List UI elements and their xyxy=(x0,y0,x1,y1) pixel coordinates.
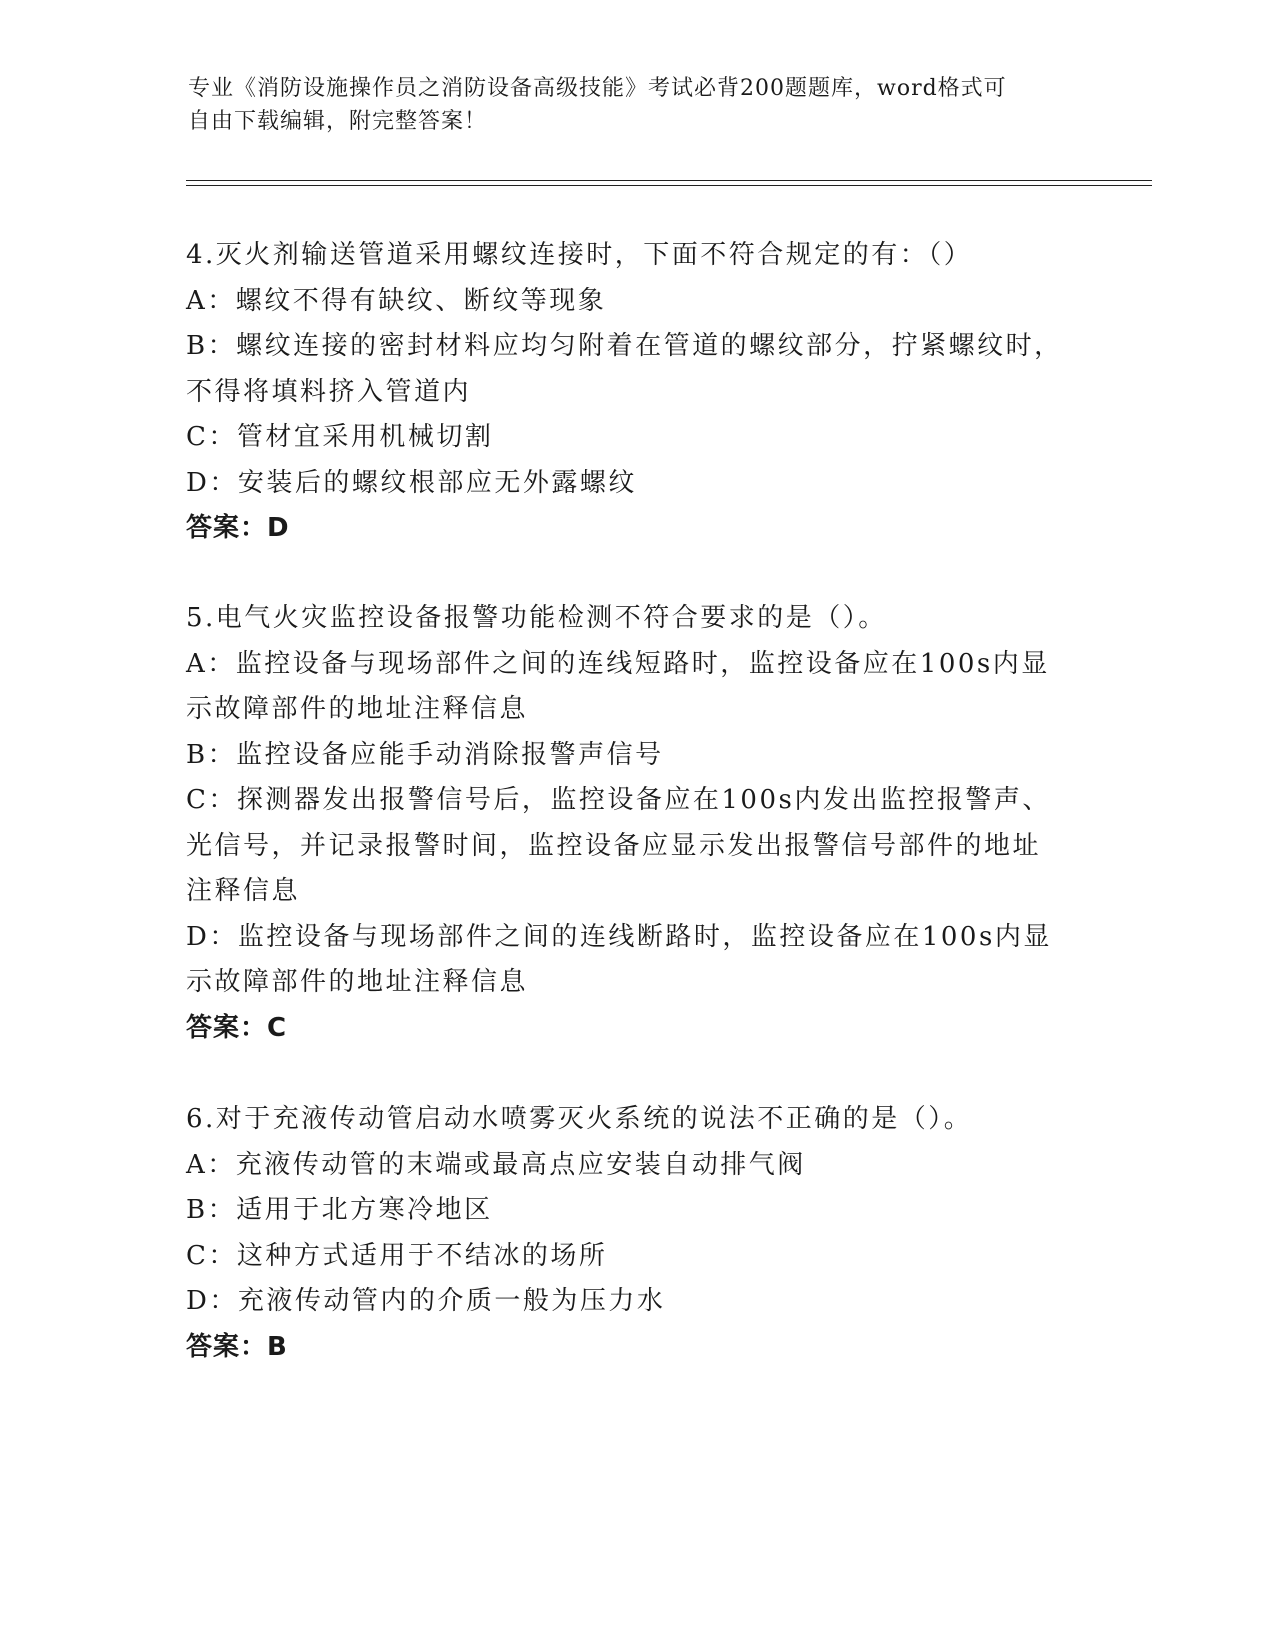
question-5 xyxy=(186,596,1066,1051)
header-divider-top xyxy=(186,180,1152,181)
option-b-continued: 不得将填料挤入管道内 xyxy=(186,376,472,407)
question-4 xyxy=(186,233,1066,552)
option-c: C：管材宜采用机械切割 xyxy=(186,422,494,452)
question-stem: 5.电气火灾监控设备报警功能检测不符合要求的是（）。 xyxy=(186,603,887,633)
option-c: C：探测器发出报警信号后，监控设备应在100s内发出监控报警声、 xyxy=(186,785,1051,815)
option-a: A：充液传动管的末端或最高点应安装自动排气阀 xyxy=(186,1149,806,1180)
question-stem: 4.灭火剂输送管道采用螺纹连接时，下面不符合规定的有：（） xyxy=(186,240,973,270)
option-d-continued: 示故障部件的地址注释信息 xyxy=(186,967,529,997)
header-divider-bottom xyxy=(186,185,1152,186)
header-line: 自由下载编辑，附完整答案！ xyxy=(188,109,488,134)
answer: 答案：C xyxy=(186,1012,288,1043)
option-a-continued: 示故障部件的地址注释信息 xyxy=(186,694,529,724)
answer: 答案：D xyxy=(186,513,290,543)
option-c: C：这种方式适用于不结冰的场所 xyxy=(186,1240,608,1271)
option-b: B：适用于北方寒冷地区 xyxy=(186,1195,493,1225)
question-6 xyxy=(186,1097,1066,1370)
option-b: B：螺纹连接的密封材料应均匀附着在管道的螺纹部分，拧紧螺纹时， xyxy=(186,331,1063,361)
document-header xyxy=(188,72,1068,138)
header-line: 专业《消防设施操作员之消防设备高级技能》考试必背200题题库，word格式可 xyxy=(188,76,1007,101)
option-c-continued: 光信号，并记录报警时间，监控设备应显示发出报警信号部件的地址 xyxy=(186,830,1042,861)
option-a: A：螺纹不得有缺纹、断纹等现象 xyxy=(186,285,607,316)
option-a: A：监控设备与现场部件之间的连线短路时，监控设备应在100s内显 xyxy=(186,648,1050,679)
option-b: B：监控设备应能手动消除报警声信号 xyxy=(186,739,664,770)
question-stem: 6.对于充液传动管启动水喷雾灭火系统的说法不正确的是（）。 xyxy=(186,1104,973,1134)
option-d: D：充液传动管内的介质一般为压力水 xyxy=(186,1286,666,1316)
option-d: D：安装后的螺纹根部应无外露螺纹 xyxy=(186,467,637,498)
option-c-continued: 注释信息 xyxy=(186,876,301,906)
option-d: D：监控设备与现场部件之间的连线断路时，监控设备应在100s内显 xyxy=(186,921,1052,952)
answer: 答案：B xyxy=(186,1331,288,1362)
